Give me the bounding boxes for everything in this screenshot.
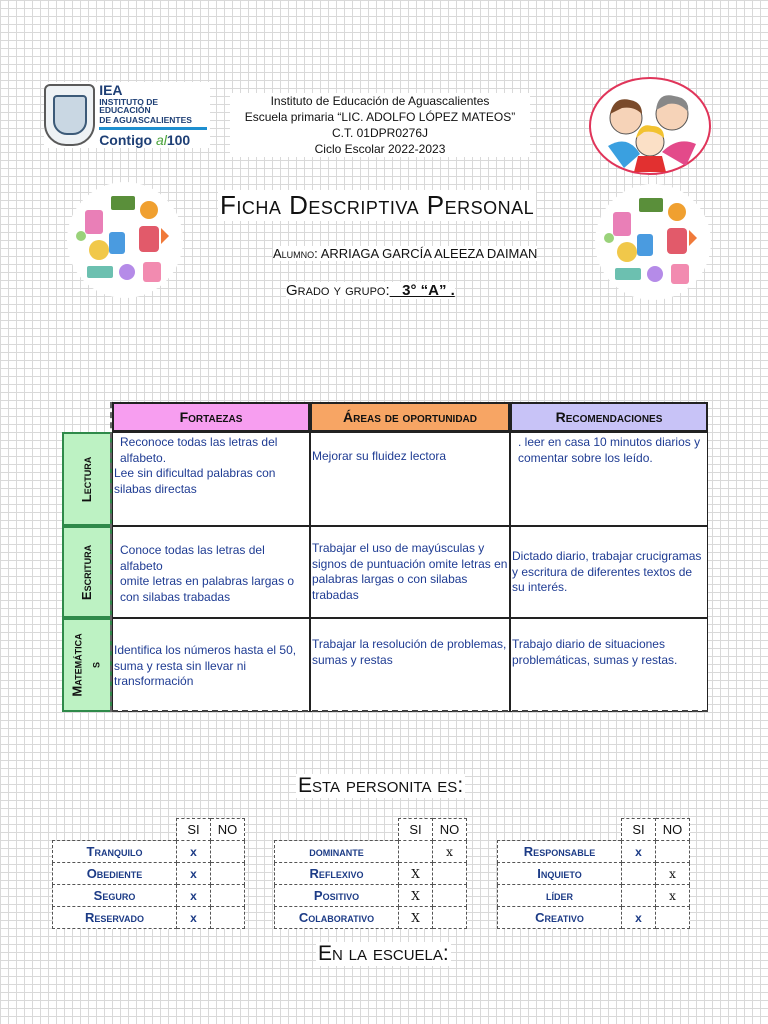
no-mark [211, 863, 245, 885]
no-mark: x [656, 863, 690, 885]
column-header-recomendaciones: Recomendaciones [510, 402, 708, 432]
personality-title: Esta personita es: [298, 774, 464, 797]
cell-lectura-oportunidad: Mejorar su fluidez lectora [310, 432, 510, 526]
grade-label: Grado y grupo: [286, 282, 390, 299]
column-header-oportunidad: Áreas de oportunidad [310, 402, 510, 432]
yes-mark: x [177, 907, 211, 929]
evaluation-table [62, 402, 708, 712]
trait-label: Seguro [53, 885, 177, 907]
no-header: NO [433, 819, 467, 841]
yes-mark: x [177, 841, 211, 863]
page-title: Ficha Descriptiva Personal [220, 190, 535, 220]
school-cycle: Ciclo Escolar 2022-2023 [314, 142, 446, 156]
school-info [230, 93, 530, 157]
trait-label: Positivo [275, 885, 399, 907]
institute-name: Instituto de Educación de Aguascalientes [270, 94, 490, 108]
cell-matematicas-oportunidad: Trabajar la resolución de problemas, sumas y restas [310, 618, 510, 712]
no-mark [211, 841, 245, 863]
trait-label: Reservado [53, 907, 177, 929]
trait-label: líder [498, 885, 622, 907]
no-mark [433, 885, 467, 907]
no-mark [433, 863, 467, 885]
cell-escritura-oportunidad: Trabajar el uso de mayúsculas y signos de puntuación omite letras en palabras largas o con silabas trabadas [310, 526, 510, 618]
cell-escritura-fortalezas: Conoce todas las letras del alfabeto omite letras en palabras largas o con silabas trabadas [112, 526, 310, 618]
logo-line-2: DE AGUASCALIENTES [99, 114, 192, 125]
yes-mark: x [177, 863, 211, 885]
logo-slogan: Contigo al100 [99, 132, 191, 149]
yes-header: SI [399, 819, 433, 841]
cell-matematicas-fortalezas: Identifica los números hasta el 50, suma y resta sin llevar ni transformación [112, 618, 310, 712]
no-header: NO [211, 819, 245, 841]
yes-mark: X [399, 863, 433, 885]
kids-illustration-icon [588, 76, 712, 176]
no-header: NO [656, 819, 690, 841]
student-line [273, 246, 537, 261]
cell-lectura-recomendaciones: . leer en casa 10 minutos diarios y comentar sobre los leído. [510, 432, 708, 526]
no-mark [656, 841, 690, 863]
aguascalientes-seal-icon [44, 84, 95, 146]
trait-label: Reflexivo [275, 863, 399, 885]
yes-mark: x [622, 907, 656, 929]
yes-mark: X [399, 885, 433, 907]
cell-escritura-recomendaciones: Dictado diario, trabajar crucigramas y escritura de diferentes textos de su interés. [510, 526, 708, 618]
grade-value: 3° “A” . [389, 282, 455, 299]
trait-label: Inquieto [498, 863, 622, 885]
yes-mark [622, 885, 656, 907]
yes-mark: X [399, 907, 433, 929]
yes-header: SI [177, 819, 211, 841]
trait-label: Responsable [498, 841, 622, 863]
no-mark [656, 907, 690, 929]
logo-name: IEA [99, 81, 123, 98]
yes-mark: x [177, 885, 211, 907]
no-mark [211, 907, 245, 929]
row-header-escritura: Escritura [62, 526, 112, 618]
school-ct: C.T. 01DPR0276J [331, 126, 429, 140]
no-mark: x [433, 841, 467, 863]
school-name: Escuela primaria “LIC. ADOLFO LÓPEZ MATEOS” [244, 110, 516, 124]
logo-line-1: INSTITUTO DE EDUCACIÓN [99, 96, 159, 116]
no-mark [211, 885, 245, 907]
trait-label: Creativo [498, 907, 622, 929]
trait-label: Obediente [53, 863, 177, 885]
trait-label: Colaborativo [275, 907, 399, 929]
trait-label: dominante [275, 841, 399, 863]
no-mark: x [656, 885, 690, 907]
cell-lectura-fortalezas: Reconoce todas las letras del alfabeto. Lee sin dificultad palabras con silabas directas [112, 432, 310, 526]
yes-mark [399, 841, 433, 863]
school-supplies-illustration-icon [65, 180, 185, 300]
grade-line [286, 282, 455, 299]
traits-table-1 [52, 818, 245, 929]
student-name: ARRIAGA GARCÍA ALEEZA DAIMAN [320, 246, 538, 261]
trait-label: Tranquilo [53, 841, 177, 863]
traits-table-3 [497, 818, 690, 929]
yes-mark: x [622, 841, 656, 863]
row-header-lectura: Lectura [62, 432, 112, 526]
yes-mark [622, 863, 656, 885]
cell-matematicas-recomendaciones: Trabajo diario de situaciones problemáticas, sumas y restas. [510, 618, 708, 712]
yes-header: SI [622, 819, 656, 841]
traits-table-2 [274, 818, 467, 929]
student-label: Alumno: [273, 246, 318, 261]
row-header-matematicas: Matemática s [62, 618, 112, 712]
school-section-title: En la escuela: [318, 942, 449, 965]
iea-logo [44, 82, 210, 148]
no-mark [433, 907, 467, 929]
column-header-fortalezas: Fortaezas [112, 402, 310, 432]
school-supplies-illustration-icon [593, 182, 713, 302]
